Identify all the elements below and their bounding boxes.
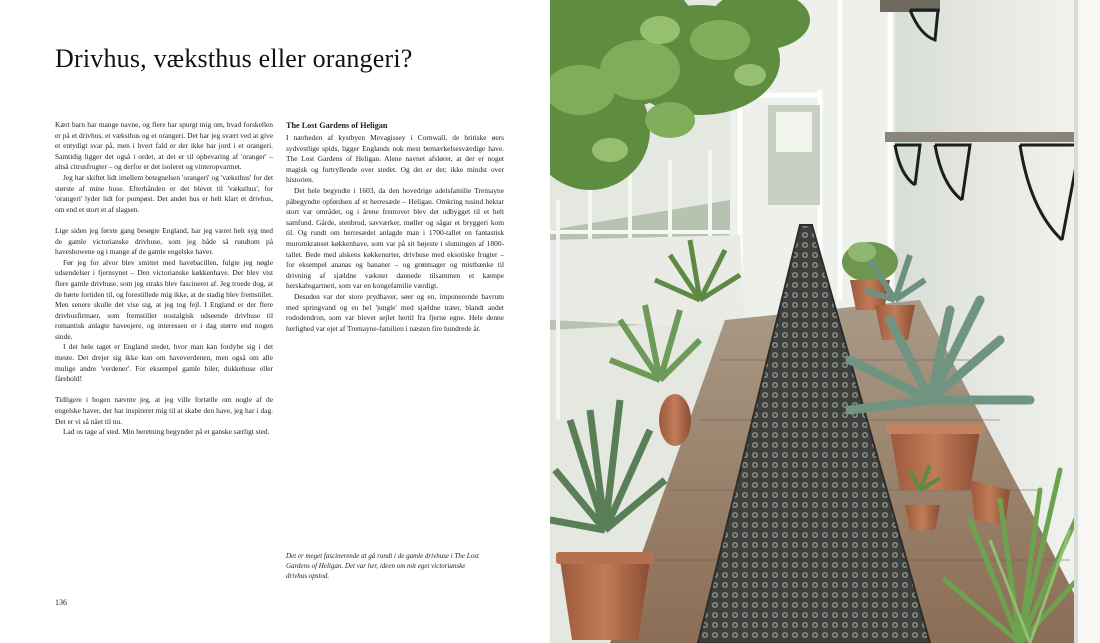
paragraph: Lad os tage af sted. Min beretning begynder på et ganske særligt sted.	[63, 427, 270, 437]
text-column-right	[286, 120, 504, 334]
text-column-left	[55, 120, 273, 438]
greenhouse-photo	[550, 0, 1100, 643]
photo-caption: Det er meget fascinerende at gå rundt i de gamle drivhuse i The Lost Gardens of Heligan. Det var her, ideen om mit eget victorianske drivhus opstod.	[286, 552, 479, 580]
paragraph: Lige siden jeg første gang besøgte England, har jeg været helt syg med de gamle victorianske drivhuse, som jeg både så rundtom på haveshowene og i mange af de gamle engelske haver.	[55, 225, 273, 257]
page-number: 136	[55, 598, 67, 607]
paragraph: Det hele begyndte i 1603, da den hovedrige adelsfamilie Tremayne påbegyndte opførdsen af et herresæde – Heligan. Omkring tusind hektar stort var området, og i årene fremover blev det udbygget til et helt samfund. Gårde, stenbrud, savværker, møller og sågar et bryggeri kom til. Og rundt om herresædet anlagde man i 1700-tallet en fantastisk muromkranset køkkenhave, som var på sit højeste i slutningen af 1800-tallet. Bede med alskens køkkenurter, drivhuse med eksotiske frugter – for eksempel ananas og bananer – og grøntsager og mistbænke til drivning af sjældne vækster dannede tilsammen et kæmpe herskabsgartneri, som var en kongefamilie værdigt.	[286, 185, 504, 291]
paragraph: I det hele taget er England stedet, hvor man kan fordybe sig i det meste. Det drejer sig ikke kun om haveverdenen, men også om alle mulige andre 'verdener'. For eksempel gamle biler, dukkehuse eller fårehold!	[55, 342, 273, 384]
paragraph: Før jeg for alvor blev smittet med havebacillen, fulgte jeg nøgle udsendelser i fjernsynet – Den victorianske køkkenhave. Der blev vist flere gamle drivhuse, som jeg straks blev fascineret af. Jeg troede dog, at de hørte fortiden til, og forestillede mig ikke, at de stadig blev fremstillet. Men senere skulle det vise sig, at jeg tog fejl. I England er der flere drivhusfirmaer, som fremstiller nostalgisk udseende drivhuse til romantisk anlagte haveejere, og interessen er i dag større end nogen sinde.	[55, 257, 273, 341]
page-title: Drivhus, væksthus eller orangeri?	[55, 44, 413, 73]
section-subheading: The Lost Gardens of Heligan	[286, 121, 388, 130]
paragraph: Jeg har skiftet lidt imellem betegnelsen 'orangeri' og 'væksthus' for det største af mine huse. Efterhånden er det blevet til 'væksthus', for 'orangeri' lyder lidt for pompøst. Det andet hus er helt klart et drivhus, om end et stort et af slagsen.	[55, 172, 273, 214]
paragraph: I nærheden af kystbyen Mevagissey i Cornwall, de britiske øers sydvestlige spids, ligger Englands nok mest bemærkelsesværdige have. The Lost Gardens of Heligan. Alene navnet afslører, at der er noget magisk og fortryllende over stedet. Og det er det; ikke mindst over historien.	[286, 133, 504, 185]
paragraph: Desuden var der store prydhaver, søer og en, imponerende havrum med springvand og en hel 'jungle' med sjældne træer, blandt andet rododendron, som var blevet sejlet hertil fra fjerne egne. Hele denne herlighed var ejet af Tremayne-familien i næsten fire hundrede år.	[286, 291, 504, 333]
greenhouse-illustration	[550, 0, 1100, 643]
paragraph: Tidligere i bogen nævnte jeg, at jeg ville fortælle om nogle af de engelske haver, der har inspireret mig til at skabe den have, jeg har i dag. Det er vi så nået til nu.	[55, 395, 273, 426]
paragraph: Kært barn har mange navne, og flere har spurgt mig om, hvad forskellen er på et drivhus, et væksthus og et orangeri. Det har jeg svært ved at give et entydigt svar på, men i hvert fald er der ikke bar jord i et orangeri. Samtidig ligger det også i ordet, at det er til opbevaring af 'oranger' – altså citrusfrugter – og derfor er det isoleret og vinteropvarmet.	[55, 120, 273, 172]
